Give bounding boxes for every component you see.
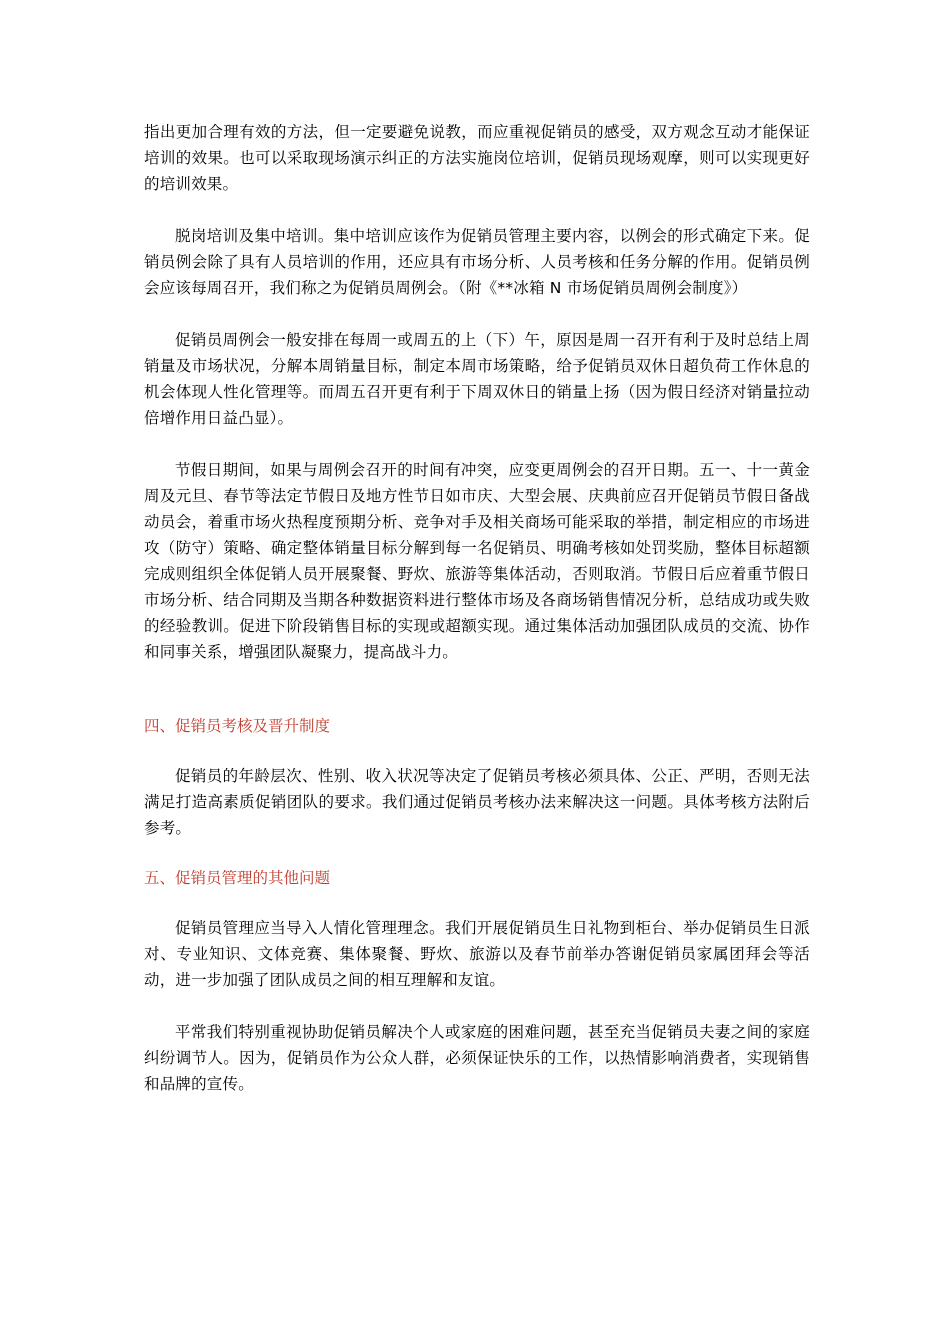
paragraph-humanized-management: 促销员管理应当导入人情化管理理念。我们开展促销员生日礼物到柜台、举办促销员生日派对、专业知识、文体竞赛、集体聚餐、野炊、旅游以及春节前举办答谢促销员家属团拜会等活动，进一步加强了团队成员之间的相互理解和友谊。 (144, 919, 810, 989)
paragraph-assessment: 促销员的年龄层次、性别、收入状况等决定了促销员考核必须具体、公正、严明，否则无法满足打造高素质促销团队的要求。我们通过促销员考核办法来解决这一问题。具体考核方法附后参考。 (144, 767, 810, 837)
paragraph-weekly-meeting: 促销员周例会一般安排在每周一或周五的上（下）午，原因是周一召开有利于及时总结上周销量及市场状况，分解本周销量目标，制定本周市场策略，给予促销员双休日超负荷工作休息的机会体现人性化管理等。而周五召开更有利于下周双休日的销量上扬（因为假日经济对销量拉动倍增作用日益凸显）。 (144, 331, 810, 427)
document-body (144, 119, 810, 1097)
paragraph-holiday-meeting: 节假日期间，如果与周例会召开的时间有冲突，应变更周例会的召开日期。五一、十一黄金周及元旦、春节等法定节假日及地方性节日如市庆、大型会展、庆典前应召开促销员节假日备战动员会，着重市场火热程度预期分析、竞争对手及相关商场可能采取的举措，制定相应的市场进攻（防守）策略、确定整体销量目标分解到每一名促销员、明确考核如处罚奖励，整体目标超额完成则组织全体促销人员开展聚餐、野炊、旅游等集体活动，否则取消。节假日后应着重节假日市场分析、结合同期及当期各种数据资料进行整体市场及各商场销售情况分析，总结成功或失败的经验教训。促进下阶段销售目标的实现或超额实现。通过集体活动加强团队成员的交流、协作和同事关系，增强团队凝聚力，提高战斗力。 (144, 461, 810, 661)
paragraph-centralized-training: 脱岗培训及集中培训。集中培训应该作为促销员管理主要内容，以例会的形式确定下来。促销员例会除了具有人员培训的作用，还应具有市场分析、人员考核和任务分解的作用。促销员例会应该每周召开，我们称之为促销员周例会。（附《**冰箱 N 市场促销员周例会制度》） (144, 227, 810, 297)
paragraph-training-methods: 指出更加合理有效的方法，但一定要避免说教，而应重视促销员的感受，双方观念互动才能保证培训的效果。也可以采取现场演示纠正的方法实施岗位培训，促销员现场观摩，则可以实现更好的培训效果。 (144, 123, 810, 193)
section-heading-assessment: 四、促销员考核及晋升制度 (144, 717, 331, 735)
paragraph-personal-support: 平常我们特别重视协助促销员解决个人或家庭的困难问题，甚至充当促销员夫妻之间的家庭纠纷调节人。因为，促销员作为公众人群，必须保证快乐的工作，以热情影响消费者，实现销售和品牌的宣传。 (144, 1023, 810, 1093)
section-heading-other-issues: 五、促销员管理的其他问题 (144, 869, 331, 887)
